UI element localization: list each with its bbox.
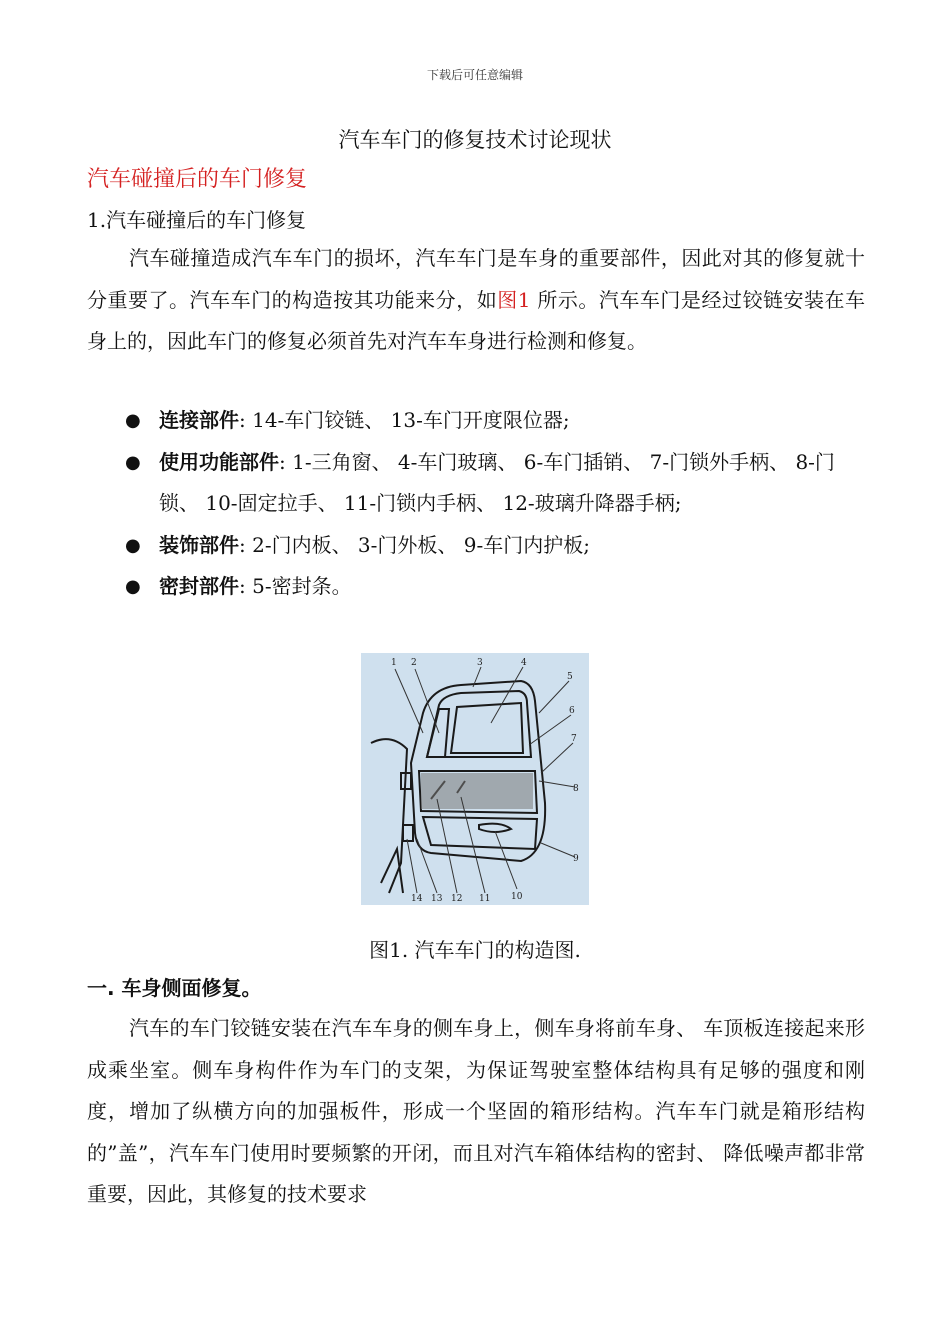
intro-paragraph [87, 238, 865, 363]
sub-heading: 1.汽车碰撞后的车门修复 [87, 208, 307, 232]
bullet-label: 装饰部件 [159, 532, 239, 557]
figure-label: 13 [431, 894, 443, 904]
window-frame [427, 691, 531, 757]
figure-label: 2 [411, 658, 417, 668]
leader-line [529, 715, 571, 745]
leader-line [417, 839, 437, 893]
body-pillar [371, 739, 407, 893]
figure-label: 14 [411, 894, 423, 904]
figure-label: 7 [571, 734, 577, 744]
bullet-icon: ● [125, 534, 141, 556]
leader-line [541, 743, 573, 773]
car-door-drawing [361, 653, 589, 905]
bullet-label: 连接部件 [159, 408, 239, 432]
figure-label: 5 [567, 672, 573, 682]
figure-caption: 图1. 汽车车门的构造图. [369, 938, 581, 962]
figure-label: 11 [479, 894, 491, 904]
leader-line [491, 667, 523, 723]
figure-label: 9 [573, 854, 579, 864]
bullet-icon: ● [125, 451, 141, 473]
section-paragraph-text: 汽车的车门铰链安装在汽车车身的侧车身上，侧车身将前车身、 车顶板连接起来形成乘坐室。侧车身构件作为车门的支架，为保证驾驶室整体结构具有足够的强度和刚度，增加了纵横方向的加强板件，形成一个坚固的箱形结构。汽车车门就是箱形结构的”盖”，汽车车门使用时要频繁的开闭，而且对汽车箱体结构的密封、 降低噪声都非常重要，因此，其修复的技术要求 [87, 1016, 865, 1206]
bullet-icon: ● [125, 576, 141, 597]
section-title: 一. 车身侧面修复。 [87, 976, 262, 1000]
bullet-label: 使用功能部件 [159, 449, 279, 474]
bullet-label: 密封部件 [159, 574, 239, 598]
figure-label: 8 [573, 784, 579, 794]
figure-label: 10 [511, 892, 523, 902]
list-item [87, 525, 865, 567]
figure-label: 1 [391, 658, 397, 668]
intro-text-2: 所示。汽车车门是经过铰链安装在车身上的，因此车门的修复必须首先对汽车车身进行检测和修复。 [87, 287, 866, 353]
leader-line [539, 781, 575, 787]
figure-label: 4 [521, 658, 527, 668]
figure-label: 12 [451, 894, 463, 904]
section-paragraph [87, 1008, 865, 1216]
component-list [87, 400, 865, 608]
inner-panel [423, 817, 537, 849]
intro-text-1: 汽车碰撞造成汽车车门的损坏，汽车车门是车身的重要部件，因此对其的修复就十分重要了。汽车车门的构造按其功能来分，如 [87, 246, 865, 312]
list-item [87, 442, 865, 525]
bullet-text: : 14-车门铰链、 13-车门开度限位器; [239, 408, 570, 432]
leader-line [407, 839, 417, 893]
list-item [87, 400, 865, 442]
figure-label: 3 [477, 658, 483, 668]
bullet-icon: ● [125, 410, 141, 431]
bullet-text: : 5-密封条。 [239, 574, 352, 598]
figure-reference: 图1 [497, 287, 531, 312]
fixed-handle [479, 824, 511, 832]
door-glass [451, 703, 523, 753]
figure-label: 6 [569, 706, 575, 716]
page-header-note: 下载后可任意编辑 [426, 68, 523, 82]
lower-hinge [403, 825, 413, 841]
bullet-text: : 1-三角窗、 4-车门玻璃、 6-车门插销、 7-门锁外手柄、 8-门锁、 10-固定拉手、 11-门锁内手柄、 12-玻璃升降器手柄; [159, 449, 835, 515]
leader-line [539, 681, 569, 713]
bullet-text: : 2-门内板、 3-门外板、 9-车门内护板; [239, 532, 590, 557]
car-door-diagram [361, 653, 589, 905]
quarter-window [427, 709, 449, 757]
leader-line [541, 843, 575, 857]
list-item [87, 566, 865, 608]
red-heading: 汽车碰撞后的车门修复 [87, 167, 308, 192]
document-title: 汽车车门的修复技术讨论现状 [338, 128, 612, 152]
